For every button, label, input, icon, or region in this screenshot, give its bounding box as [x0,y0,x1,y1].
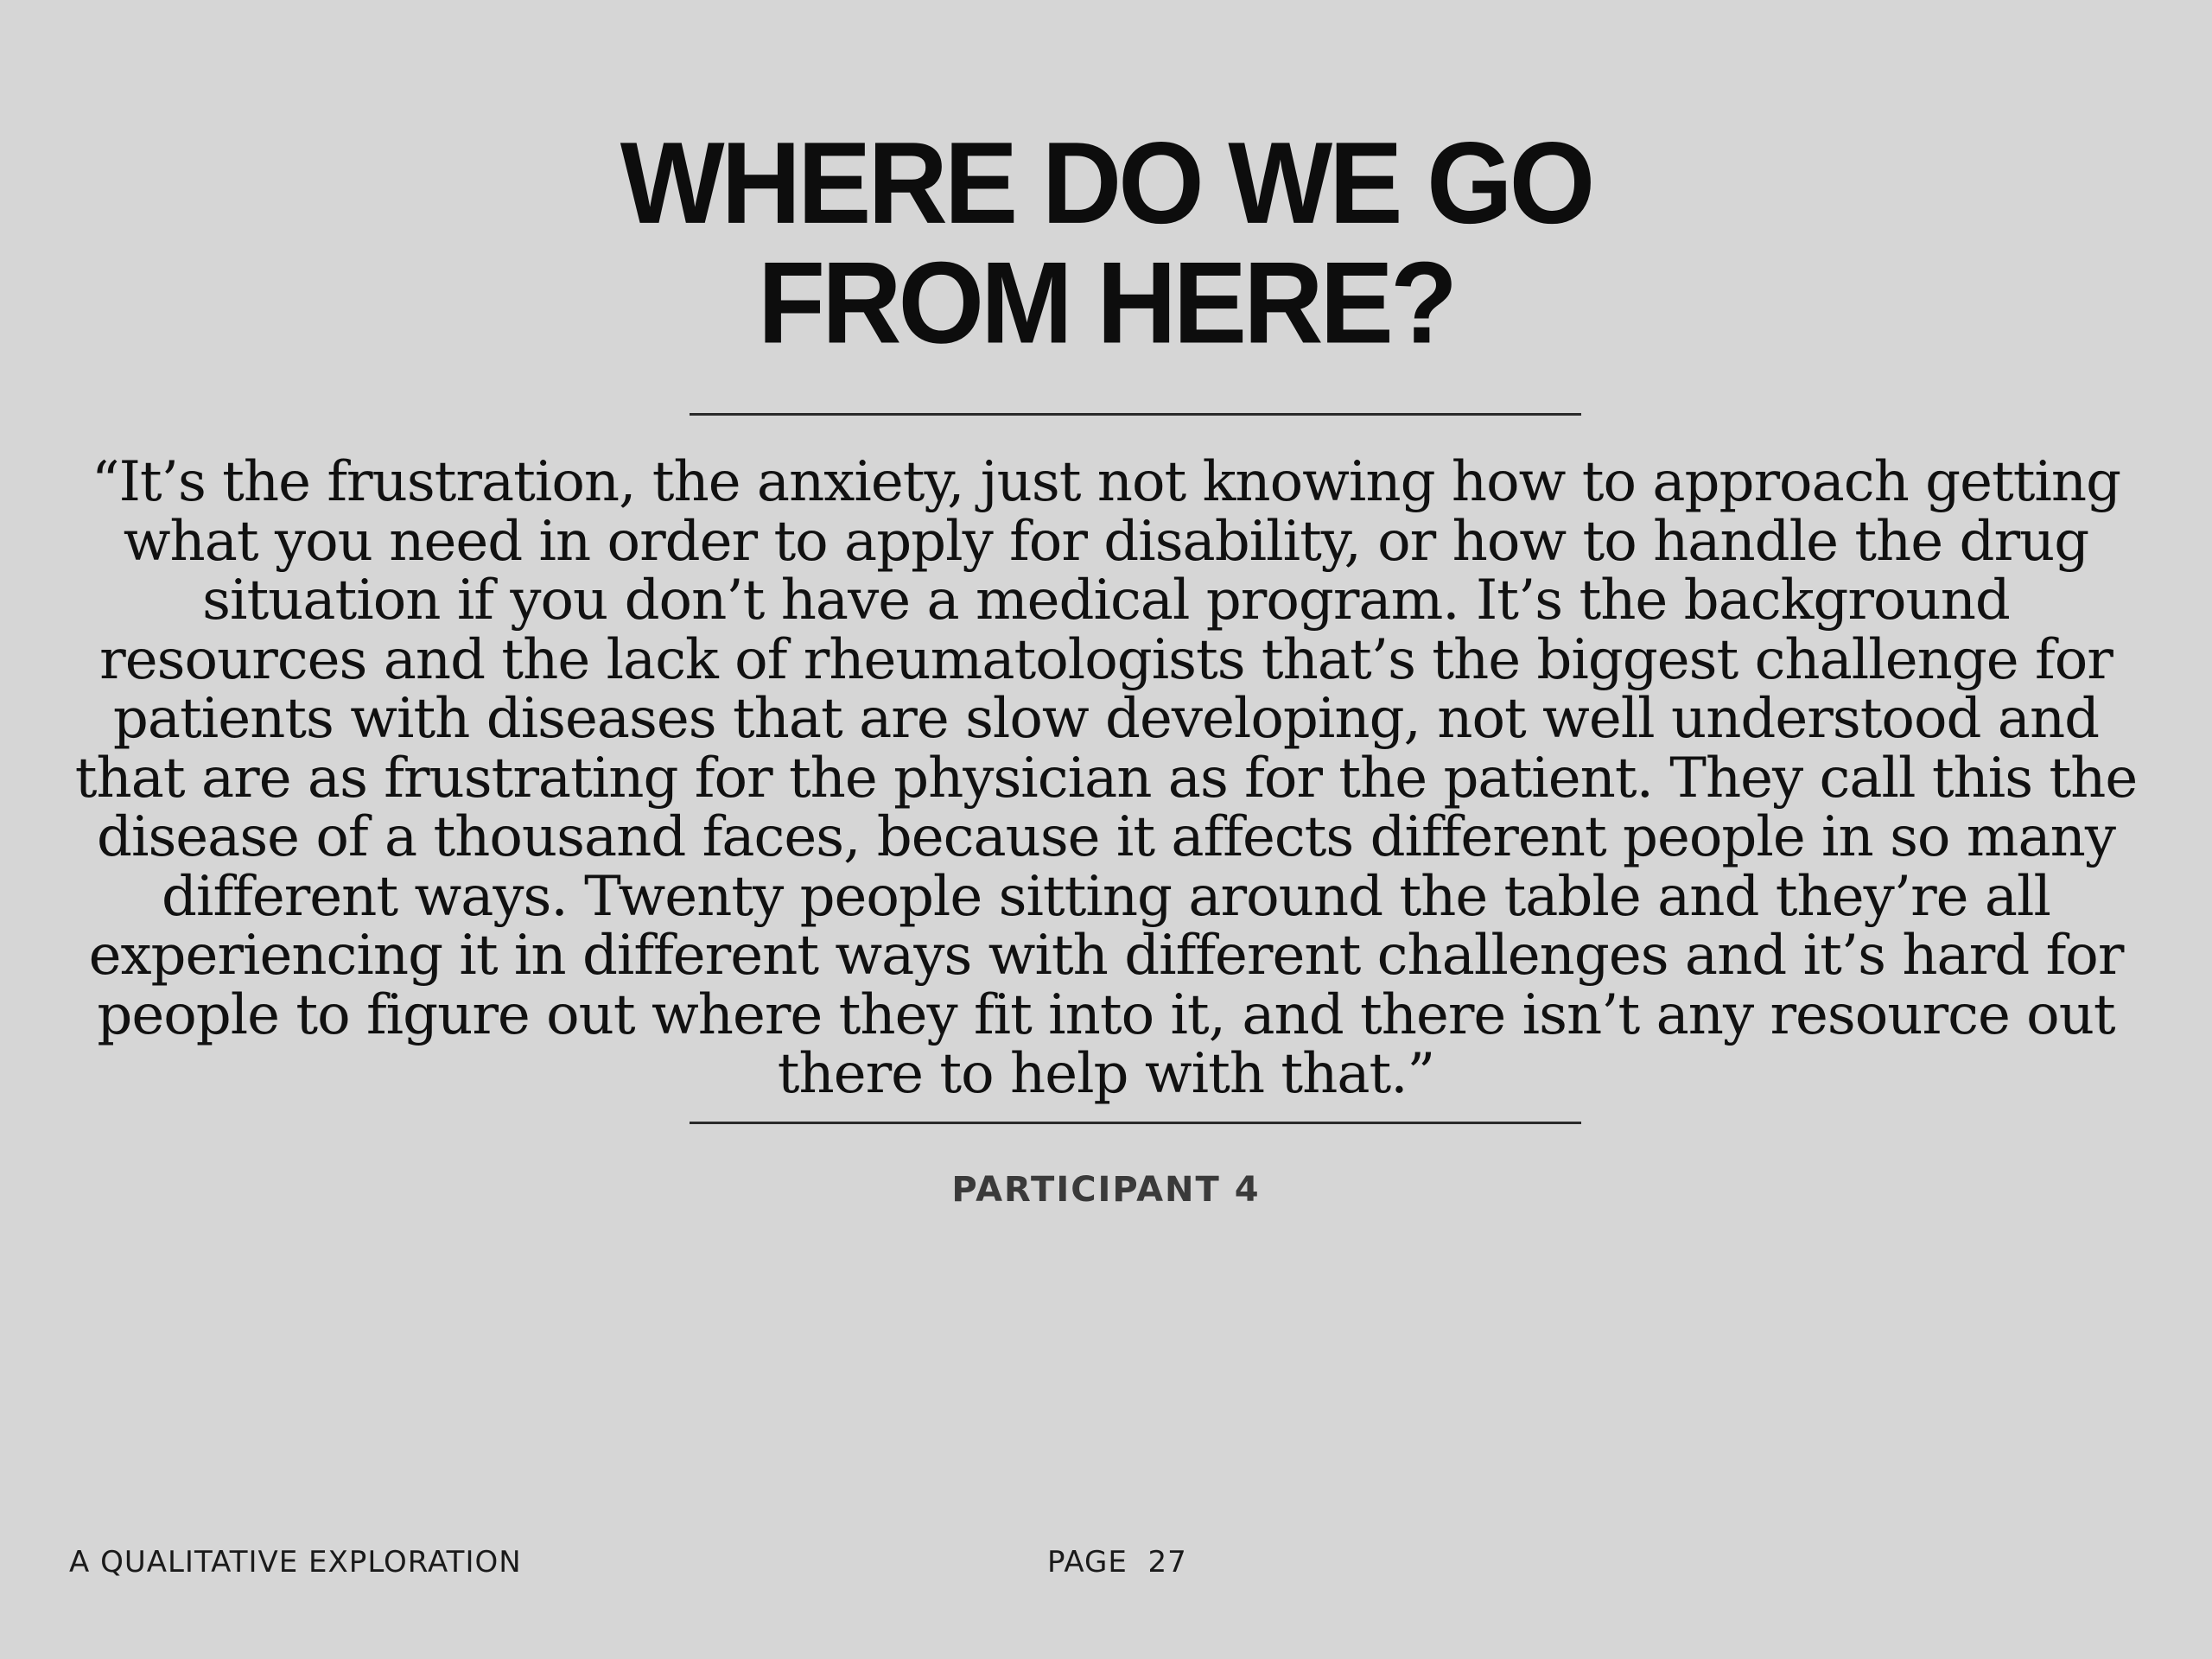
title-line-2: FROM HERE? [757,238,1455,368]
page-label: PAGE [1047,1545,1128,1580]
footer-page-indicator [1047,1545,1187,1580]
page-title [0,118,2212,368]
quote-attribution: PARTICIPANT 4 [951,1170,1261,1210]
footer-document-title: A QUALITATIVE EXPLORATION [69,1545,522,1580]
participant-quote: “It’s the frustration, the anxiety, just not knowing how to approach getting what you need in order to apply for disability, or how to handle the drug situation if you don’t have a medical program. It’s the background resources and the lack of rheumatologists that’s the biggest challenge for patients with diseases that are slow developing, not well understood and that are as frustrating for the physician as for the patient. They call this the disease of a thousand faces, because it affects different people in so many different ways. Twenty people sitting around the table and they’re all experiencing it in different ways with different challenges and it’s hard for people to figure out where they fit into it, and there isn’t any resource out there to help with that.” [74,450,2138,1106]
bottom-divider [690,1122,1581,1124]
top-divider [690,413,1581,416]
title-line-1: WHERE DO WE GO [620,118,1592,249]
page-number: 27 [1147,1545,1187,1580]
